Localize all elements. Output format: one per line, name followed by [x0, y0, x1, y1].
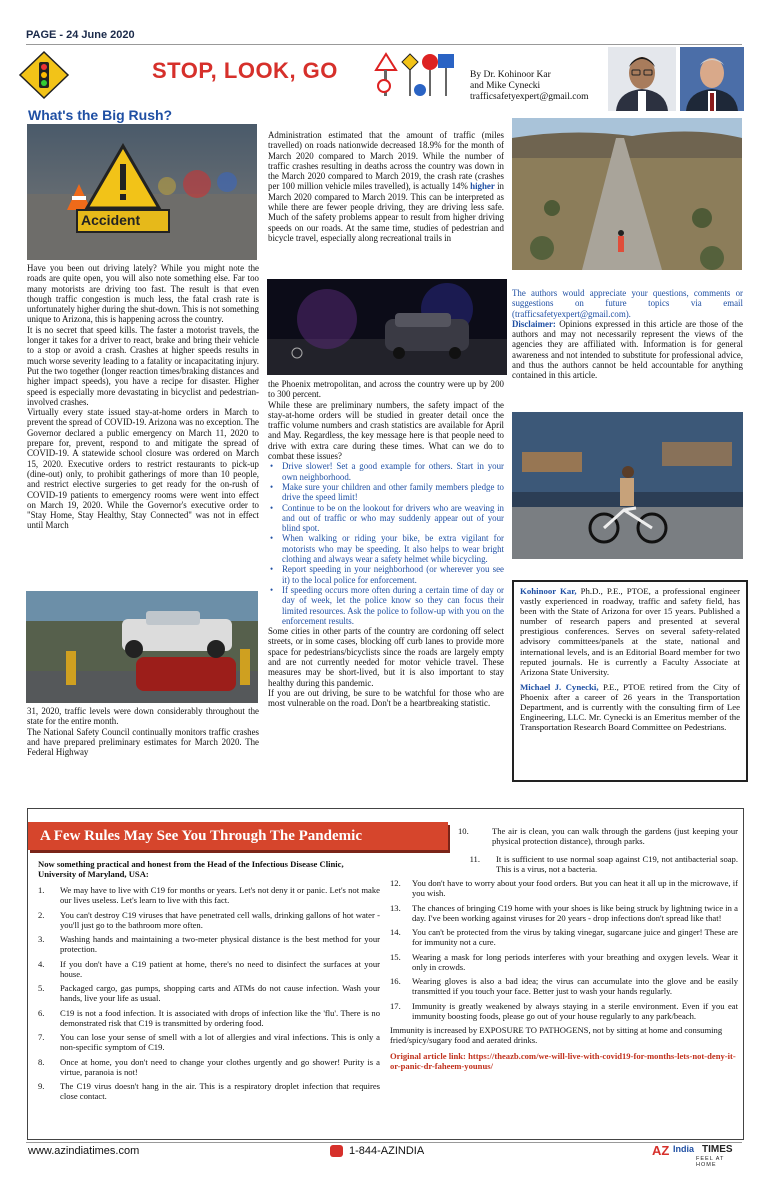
byline-author-1: By Dr. Kohinoor Kar: [470, 70, 551, 80]
phone-number: 1-844-AZINDIA: [349, 1145, 425, 1157]
rules-banner: [28, 822, 448, 850]
article-paragraph: It is no secret that speed kills. The faster a motorist travels, the longer it takes for a driver to react, brake and bring their vehicle to a stop or avoid a crash. Crashes at higher speeds results in much worse severity leading to a fatality or incapacitating injury. Put the two together (longer reaction times/braking distances and higher impact speeds), you have a recipe for disaster. Higher speed is especially more devastating in bicyclist and pedestrian-involved crashes.: [27, 324, 259, 407]
rule-number: 16.: [390, 976, 401, 986]
article-paragraph: Have you been out driving lately? While you might note the roads are quite open, you will also note something else. Far too many motorists are driving too fast. The result is that even though traffic congestion is much less, the fatal crash rate is unfortunately higher during the shut-down. This is not something unique to Arizona, this is happening across the country.: [27, 263, 259, 325]
rule-number: 7.: [38, 1032, 45, 1042]
rule-number: 8.: [38, 1056, 45, 1067]
traffic-light-icon: [18, 50, 70, 100]
rule-text: Wearing a mask for long periods interferes with your breathing and oxygen levels. Wear it only in crowds.: [412, 951, 738, 972]
rule-text: You can't be protected from the virus by taking vinegar, sugarcane juice and ginger! These are for immunity not a cure.: [412, 927, 738, 947]
byline: [470, 70, 589, 103]
article-paragraph: [268, 130, 504, 243]
rule-text: The air is clean, you can walk through the gardens (just keeping your physical protection distance), through parks.: [492, 826, 738, 846]
byline-email: trafficsafetyexpert@gmail.com: [470, 92, 589, 102]
rule-item: [38, 959, 380, 979]
bio-cynecki: [520, 682, 740, 732]
highlight-higher: higher: [470, 181, 495, 192]
rule-item: [390, 878, 738, 898]
list-item: • Drive slower! Set a good example for others. Start in your own neighborhood.: [282, 461, 504, 482]
rule-text: The C19 virus doesn't hang in the air. This is a respiratory droplet infection that requires close contact.: [60, 1081, 380, 1101]
article-paragraph: While these are preliminary numbers, the safety impact of the stay-at-home orders will be studied in greater detail once the traffic volume numbers and crash statistics are available for April and May. Regardless, the key message here is that people need to drive with extra care during these times. What can we do to combat these issues?: [268, 399, 504, 462]
article-paragraph: 31, 2020, traffic levels were down considerably throughout the state for the entire month.: [27, 706, 259, 727]
article-headline: What's the Big Rush?: [28, 107, 173, 123]
article-paragraph: Some cities in other parts of the country are cordoning off select streets, or in some cases, blocking off curb lanes to provide more space for pedestrians/bicyclists since the roads are largely empty and are not currently needed for motor vehicle travel. These measures may be short-lived, but it is also important to stay healthy during this pandemic.: [268, 626, 504, 688]
rule-item: [390, 1001, 738, 1021]
rule-text: You don't have to worry about your food orders. But you can heat it all up in the microwave, if you wish.: [412, 878, 738, 898]
article-column-2: [268, 130, 504, 243]
rules-closing: Immunity is increased by EXPOSURE TO PATHOGENS, not by sitting at home and consuming fried/spicy/sugary food and aerated drinks.: [390, 1025, 723, 1045]
footer-rule: [26, 1142, 742, 1143]
rule-item: [390, 952, 738, 972]
empty-road-photo: [512, 118, 742, 270]
rule-text: You can lose your sense of smell with a lot of allergies and viral infections. This is only a non-specific symptom of C19.: [60, 1032, 380, 1052]
author-bios-box: [512, 580, 748, 782]
rules-intro: Now something practical and honest from the Head of the Infectious Disease Clinic, University of Maryland, USA:: [38, 859, 344, 879]
article-column-1-continued: [27, 706, 259, 757]
rule-number: 2.: [38, 909, 45, 920]
original-link-label: Original article link:: [390, 1051, 466, 1061]
rule-item: [390, 854, 738, 874]
rule-number: 9.: [38, 1081, 45, 1091]
rule-item: [38, 934, 380, 954]
rule-number: 10.: [458, 826, 469, 836]
crash-scene-night-photo: [267, 279, 507, 375]
page-label: PAGE - 24 June 2020: [26, 29, 135, 41]
list-item: • Report speeding in your neighborhood (or wherever you see it) to the local police for enforcement.: [282, 564, 504, 585]
rule-text: Wearing gloves is also a bad idea; the virus can accumulate into the glove and be easily transmitted if you touch your face. Better just to wash your hands regularly.: [412, 976, 738, 996]
rule-text: If you don't have a C19 patient at home, there's no need to disinfect the surfaces at your house.: [60, 958, 380, 979]
rule-number: 1.: [38, 885, 45, 895]
bio-cynecki-name: Michael J. Cynecki,: [520, 681, 599, 692]
car-crash-photo: [26, 591, 258, 703]
rules-banner-title: A Few Rules May See You Through The Pandemic: [40, 828, 362, 844]
rule-text: The chances of bringing C19 home with your shoes is like being struck by lightning twice in a day. I've been working against viruses for 20 years - drop infections don't spread like that!: [412, 902, 738, 923]
road-signs-icon: [372, 50, 462, 100]
logo-india: India: [673, 1144, 695, 1154]
rule-text: Immunity is greatly weakened by always staying in a sterile environment. Even if you eat immunity boosting foods, please go out of your house regularly to any park/beach.: [412, 1000, 738, 1021]
column-title: STOP, LOOK, GO: [152, 58, 338, 83]
author-photo-cynecki: [680, 47, 744, 111]
rule-text: Packaged cargo, gas pumps, shopping carts and ATMs do not cause infection. Wash your hands, live your life as usual.: [60, 983, 380, 1003]
rule-number: 17.: [390, 1000, 401, 1011]
rule-number: 6.: [38, 1007, 45, 1018]
article-column-3: [512, 288, 743, 381]
footer-website[interactable]: www.azindiatimes.com: [28, 1145, 140, 1157]
rule-item: [38, 983, 380, 1003]
rule-number: 12.: [390, 878, 401, 888]
disclaimer-label: Disclaimer:: [512, 318, 556, 329]
article-column-1: [27, 263, 259, 531]
rule-number: 3.: [38, 934, 45, 944]
rule-text: It is sufficient to use normal soap against C19, not antibacterial soap. This is a virus, not a bacteria.: [496, 854, 738, 874]
logo-tagline: FEEL AT HOME: [696, 1156, 725, 1168]
rule-item: [38, 1081, 380, 1101]
rule-number: 15.: [390, 951, 401, 962]
footer-logo: [652, 1143, 744, 1168]
phone-icon: [330, 1145, 343, 1157]
list-item: • Make sure your children and other family members pledge to drive the speed limit!: [282, 482, 504, 503]
list-item: • Continue to be on the lookout for drivers who are weaving in and out of traffic or who may suddenly appear out of your blind spot.: [282, 503, 504, 534]
contact-note: The authors would appreciate your questions, comments or suggestions on future topics via email (trafficsafetyexpert@gmail.com).: [512, 288, 743, 319]
logo-az: AZ: [652, 1143, 670, 1158]
list-item: • If speeding occurs more often during a certain time of day or day of week, let the police know so they can focus their limited resources. Ask the police to follow-up with you on the enforcement results.: [282, 585, 504, 626]
rule-item: [458, 826, 738, 846]
accident-sign-text: Accident: [81, 212, 141, 228]
bio-kar: [520, 586, 740, 677]
rule-number: 11.: [469, 854, 480, 864]
safety-tips-list: [268, 461, 504, 626]
rule-number: 5.: [38, 983, 45, 993]
rule-number: 13.: [390, 902, 401, 913]
original-article-link[interactable]: [390, 1051, 738, 1071]
footer-phone: [330, 1145, 424, 1157]
original-link-url[interactable]: https://theazb.com/we-will-live-with-covid19-for-months-lets-not-deny-it-or-panic-dr-faheem-younus/: [390, 1051, 736, 1071]
header-rule: [26, 44, 742, 45]
logo-times: TIMES: [702, 1144, 733, 1155]
rule-text: C19 is not a food infection. It is associated with drops of infection like the 'flu'. There is no demonstrated risk that C19 is transmitted by ordering food.: [60, 1007, 380, 1028]
rules-right-column-top: [458, 826, 738, 851]
article-paragraph: the Phoenix metropolitan, and across the country were up by 200 to 300 percent.: [268, 379, 504, 400]
rules-right-column: [390, 878, 738, 1071]
disclaimer-text: Opinions expressed in this article are those of the authors and may not necessarily represent the views of the agencies they are affiliated with. Information is for general awareness and not intended to substitute for professional advice, and thus the authors cannot be held accountable for anything contained in this article.: [512, 318, 743, 381]
rule-item: [38, 1008, 380, 1028]
article-column-2-lower: [268, 379, 504, 709]
list-item: • When walking or riding your bike, be extra vigilant for motorists who may be speeding. It also helps to wear bright clothing and always wear a safety helmet while bicycling.: [282, 533, 504, 564]
rule-item: [390, 903, 738, 923]
rule-item: [38, 885, 380, 905]
bio-cynecki-text: P.E., PTOE retired from the City of Phoenix after a career of 26 years in the Transportation Department, and is currently with the consulting firm of Lee Engineering, LLC. Mr. Cynecki is an Emeritus member of the Transportation Research Board Committee on Pedestrians.: [520, 681, 741, 733]
rules-right-column-11: [390, 854, 738, 879]
rule-item: [390, 976, 738, 996]
article-text: in March 2020 compared to March 2019. This can be interpreted as while there are fewer people driving, they are driving less safe. Much of the safety problems appear to result from higher driving speeds on our roads. At the same time, studies of pedestrian and bicycle travel, especially along recreational trails in: [268, 181, 504, 243]
rule-text: We may have to live with C19 for months or years. Let's not deny it or panic. Let's not make our lives useless. Let's learn to live with this fact.: [60, 885, 380, 905]
rule-text: Once at home, you don't need to change your clothes urgently and go shower! Purity is a virtue, paranoia is not!: [60, 1056, 380, 1077]
rules-left-column: [38, 859, 380, 1106]
rule-number: 14.: [390, 927, 401, 937]
article-paragraph: The National Safety Council continually monitors traffic crashes and have prepared preliminary estimates for March 2020. The Federal Highway: [27, 726, 259, 758]
article-paragraph: Virtually every state issued stay-at-home orders in March to prevent the spread of COVID-19. Arizona was no exception. The Governor declared a public emergency on March 11, 2020 to prepare for, prevent, respond to and mitigate the spread of COVID-19. A statewide school closure was ordered on March 15, 2020. Executive orders to restrict restaurants to pick-up (dine-out) only, to prohibit gatherings of more than 10 people, and restrict elective surgeries to get ready for the on-rush of COVID-19 patients to emergency rooms were went into effect on March 19, 2020. While the Governor's executive order to "Stay Home, Stay Healthy, Stay Connected" was not in effect until March: [27, 407, 259, 531]
author-photo-kar: [608, 47, 676, 111]
bio-kar-text: Ph.D., P.E., PTOE, a professional engineer vastly experienced in roadway, traffic and safety field, has been with the State of Arizona for over 15 years. Published a number of research papers and presented at several prestigious conferences. Serves on several safety-related advisory committees/panels at the state, national and international levels, and is an Editorial Board member for two reputed journals. He is currently a Faculty Associate at Arizona State University.: [520, 586, 741, 677]
rule-text: You can't destroy C19 viruses that have penetrated cell walls, drinking gallons of hot water - you'll just go to the bathroom more often.: [60, 909, 380, 930]
rule-item: [38, 1057, 380, 1077]
accident-photo: [27, 124, 257, 260]
article-text: Administration estimated that the amount of traffic (miles travelled) on roads nationwide decreased 18.9% for the month of March 2020 compared to March 2019. While the number of traffic crashes resulting in deaths across the country was down in the March 2020 compared to March 2019, the crash rate (crashes per 100 million vehicle miles travelled), is actually 14%: [268, 130, 504, 192]
bio-kar-name: Kohinoor Kar,: [520, 586, 577, 596]
cyclist-photo: [512, 412, 743, 559]
rule-item: [38, 1032, 380, 1052]
byline-author-2: and Mike Cynecki: [470, 81, 541, 91]
rule-number: 4.: [38, 958, 45, 969]
disclaimer: [512, 319, 743, 381]
rule-item: [390, 927, 738, 947]
rule-item: [38, 910, 380, 930]
rule-text: Washing hands and maintaining a two-meter physical distance is the best method for your protection.: [60, 934, 380, 954]
article-paragraph: If you are out driving, be sure to be watchful for those who are most vulnerable on the road. Don't be a heartbreaking statistic.: [268, 687, 504, 709]
